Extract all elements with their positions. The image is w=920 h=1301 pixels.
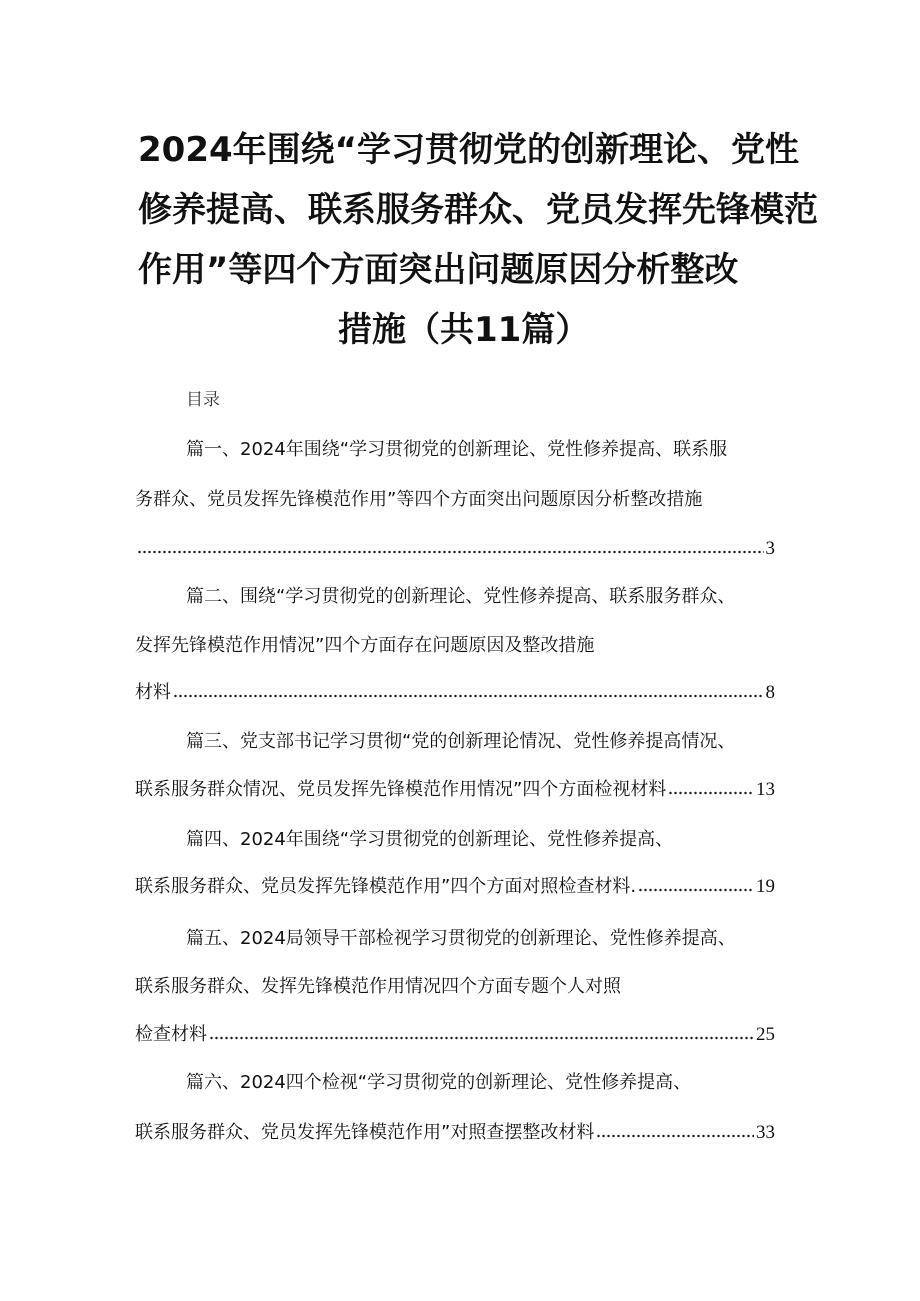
toc-entry-5-line-1[interactable]: 篇五、2024局领导干部检视学习贯彻党的创新理论、党性修养提高、 [186,928,736,949]
toc-entry-3-dot-leader [668,789,754,797]
toc-entry-3-line-1[interactable]: 篇三、党支部书记学习贯彻“党的创新理论情况、党性修养提高情况、 [186,731,736,752]
toc-entry-1-dot-leader [137,548,764,556]
toc-entry-3-leader[interactable] [135,776,775,804]
toc-entry-1-line-1[interactable]: 篇一、2024年围绕“学习贯彻党的创新理论、党性修养提高、联系服 [186,439,728,460]
toc-entry-2-leader-text: 材料 [135,682,171,703]
toc-entry-4-line-1[interactable]: 篇四、2024年围绕“学习贯彻党的创新理论、党性修养提高、 [186,829,674,850]
document-title-line-4: 措施（共11篇） [338,310,590,350]
toc-entry-5-leader[interactable] [135,1021,775,1049]
toc-heading: 目录 [186,390,220,410]
toc-entry-6-dot-leader [596,1132,754,1140]
document-title-line-1: 2024年围绕“学习贯彻党的创新理论、党性 [138,130,799,170]
document-title-line-2: 修养提高、联系服务群众、党员发挥先锋模范 [138,190,818,230]
toc-entry-6-leader-text: 联系服务群众、党员发挥先锋模范作用”对照查摆整改材料 [135,1122,595,1143]
toc-entry-2-leader[interactable] [135,679,775,707]
toc-entry-5-page-number: 25 [756,1024,775,1045]
toc-entry-3-leader-text: 联系服务群众情况、党员发挥先锋模范作用情况”四个方面检视材料 [135,779,667,800]
toc-entry-2-line-1[interactable]: 篇二、围绕“学习贯彻党的创新理论、党性修养提高、联系服务群众、 [186,586,736,607]
toc-entry-1-line-2[interactable]: 务群众、党员发挥先锋模范作用”等四个方面突出问题原因分析整改措施 [135,489,703,510]
toc-entry-1-leader[interactable] [135,535,775,563]
toc-entry-6-page-number: 33 [756,1122,775,1143]
toc-entry-4-page-number: 19 [756,876,775,897]
toc-entry-6-line-1[interactable]: 篇六、2024四个检视“学习贯彻党的创新理论、党性修养提高、 [186,1072,692,1093]
toc-entry-4-dot-leader [638,886,754,894]
toc-entry-5-leader-text: 检查材料 [135,1024,207,1045]
document-title-line-3: 作用”等四个方面突出问题原因分析整改 [138,250,739,290]
toc-entry-4-leader[interactable] [135,873,775,901]
toc-entry-2-dot-leader [173,692,764,700]
toc-entry-1-page-number: 3 [765,538,775,559]
toc-entry-2-page-number: 8 [765,682,775,703]
toc-entry-3-page-number: 13 [756,779,775,800]
toc-entry-5-line-2[interactable]: 联系服务群众、发挥先锋模范作用情况四个方面专题个人对照 [135,976,621,997]
toc-entry-2-line-2[interactable]: 发挥先锋模范作用情况”四个方面存在问题原因及整改措施 [135,635,595,656]
toc-entry-4-leader-text: 联系服务群众、党员发挥先锋模范作用”四个方面对照检查材料. [135,876,637,897]
toc-entry-5-dot-leader [209,1034,754,1042]
toc-entry-6-leader[interactable] [135,1119,775,1147]
